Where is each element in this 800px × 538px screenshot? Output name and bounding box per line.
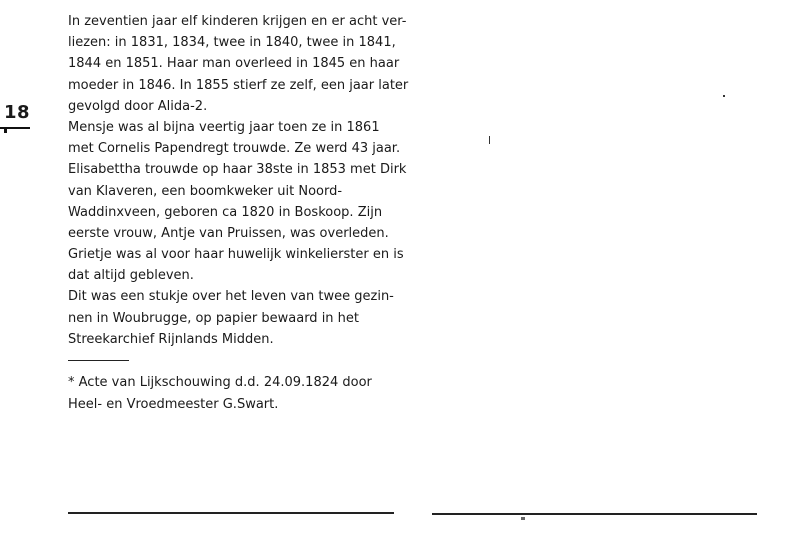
body-line: Elisabettha trouwde op haar 38ste in 1853 met Dirk — [68, 162, 407, 178]
scan-speck — [723, 95, 725, 97]
body-line: moeder in 1846. In 1855 stierf ze zelf, een jaar later — [68, 77, 409, 93]
scan-speck — [521, 517, 525, 520]
body-line: liezen: in 1831, 1834, twee in 1840, twee in 1841, — [68, 35, 396, 51]
footnote-separator — [68, 360, 129, 361]
bottom-rule-left — [68, 512, 394, 514]
body-line: dat altijd gebleven. — [68, 268, 194, 284]
footnote — [68, 372, 408, 415]
body-text — [68, 11, 408, 350]
body-line: In zeventien jaar elf kinderen krijgen en er acht ver- — [68, 14, 407, 29]
body-line: met Cornelis Papendregt trouwde. Ze werd 43 jaar. — [68, 141, 401, 157]
page-number-tick — [4, 127, 7, 133]
body-line: van Klaveren, een boomkweker uit Noord- — [68, 183, 343, 199]
scan-speck — [489, 136, 490, 144]
bottom-rule-right — [432, 513, 757, 515]
body-line: gevolgd door Alida-2. — [68, 98, 208, 114]
body-line: nen in Woubrugge, op papier bewaard in het — [68, 310, 360, 326]
body-line: Mensje was al bijna veertig jaar toen ze in 1861 — [68, 119, 380, 135]
body-line: eerste vrouw, Antje van Pruissen, was overleden. — [68, 225, 389, 241]
body-line: Waddinxveen, geboren ca 1820 in Boskoop. Zijn — [68, 204, 383, 220]
footnote-line: Heel- en Vroedmeester G.Swart. — [68, 396, 279, 412]
page-number: 18 — [4, 102, 31, 123]
footnote-line: * Acte van Lijkschouwing d.d. 24.09.1824 door — [68, 375, 372, 390]
body-line: Dit was een stukje over het leven van twee gezin- — [68, 289, 394, 305]
body-line: Grietje was al voor haar huwelijk winkelierster en is — [68, 247, 404, 263]
body-line: 1844 en 1851. Haar man overleed in 1845 en haar — [68, 56, 400, 72]
body-line: Streekarchief Rijnlands Midden. — [68, 331, 274, 347]
